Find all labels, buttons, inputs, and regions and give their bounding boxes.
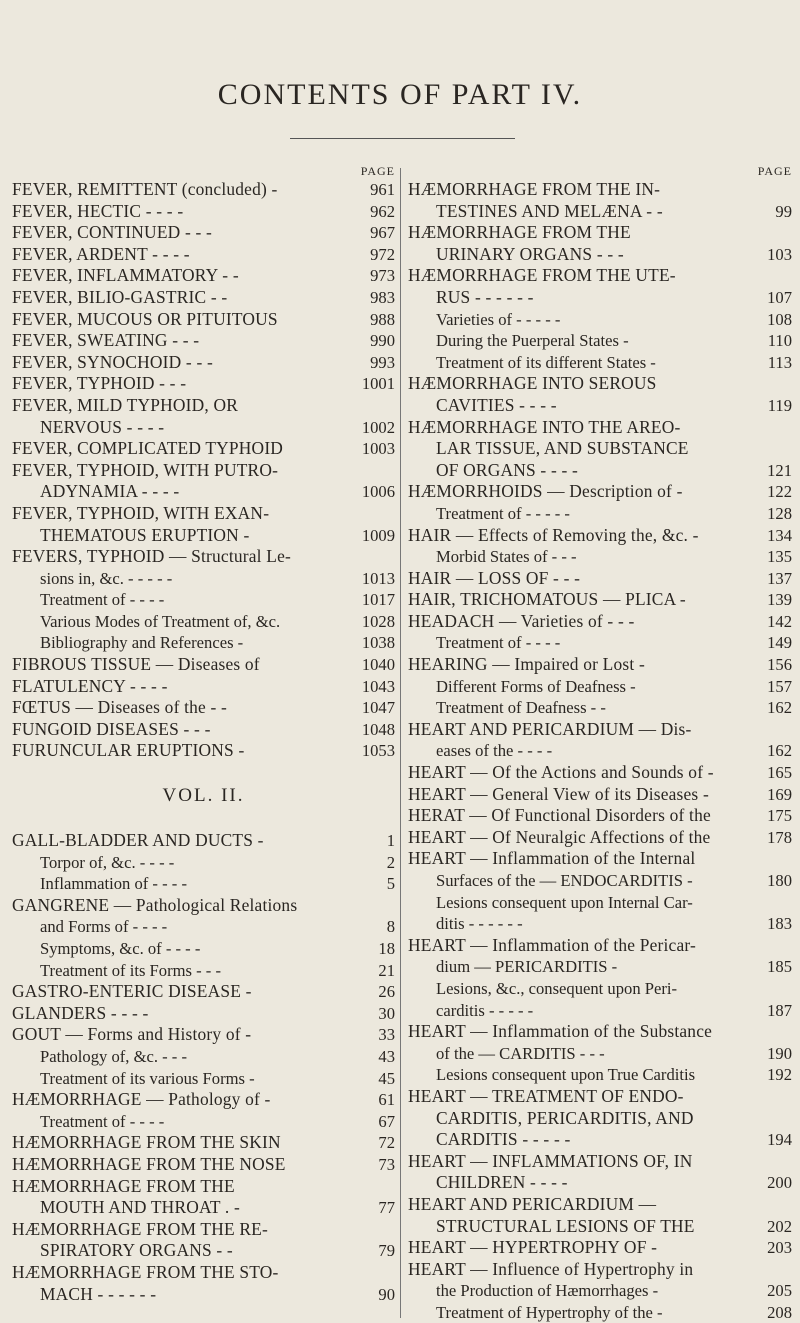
toc-entry — [12, 1068, 395, 1090]
toc-entry — [408, 222, 792, 244]
toc-entry-page: 134 — [767, 525, 792, 545]
toc-entry — [408, 870, 792, 892]
toc-entry — [12, 417, 395, 439]
toc-entry-page: 983 — [370, 287, 395, 307]
right-entry-list — [408, 179, 792, 1323]
toc-entry — [12, 373, 395, 395]
toc-entry — [12, 546, 395, 568]
toc-entry-title: HEART — Influence of Hypertrophy in — [408, 1258, 694, 1279]
toc-entry-title: Treatment of - - - - — [40, 590, 165, 610]
toc-entry-page: 1047 — [361, 698, 395, 718]
toc-entry — [12, 916, 395, 938]
page-column-header: PAGE — [757, 164, 792, 178]
toc-entry-title: of the — CARDITIS - - - — [436, 1043, 605, 1063]
toc-entry-title: eases of the - - - - — [436, 741, 553, 761]
toc-entry-page: 5 — [386, 874, 395, 894]
toc-entry — [408, 1172, 792, 1194]
toc-entry-title: FURUNCULAR ERUPTIONS - — [12, 740, 245, 761]
toc-entry-title: FEVER, COMPLICATED TYPHOID — [12, 438, 284, 459]
toc-entry — [408, 978, 792, 1000]
toc-entry-title: FEVER, TYPHOID, WITH PUTRO- — [12, 459, 279, 480]
toc-entry — [12, 895, 395, 917]
toc-entry-page: 178 — [767, 827, 792, 847]
toc-entry-title: MOUTH AND THROAT . - — [40, 1197, 240, 1218]
toc-entry — [408, 956, 792, 978]
toc-entry — [408, 1086, 792, 1108]
toc-entry — [12, 1003, 395, 1025]
toc-entry — [12, 1284, 395, 1306]
toc-entry — [408, 309, 792, 331]
toc-entry-page: 962 — [370, 201, 395, 221]
toc-entry-page: 1028 — [361, 611, 395, 631]
toc-entry-title: HÆMORRHAGE FROM THE — [408, 222, 631, 243]
volume-heading: VOL. II. — [162, 785, 245, 807]
toc-entry-title: Morbid States of - - - — [436, 547, 577, 567]
toc-entry-page: 973 — [370, 266, 395, 286]
toc-entry-title: Various Modes of Treatment of, &c. — [40, 611, 281, 631]
toc-entry-page: 1040 — [361, 655, 395, 675]
toc-entry — [408, 589, 792, 611]
toc-entry-title: FŒTUS — Diseases of the - - — [12, 697, 228, 718]
toc-entry-page: 79 — [378, 1241, 395, 1261]
toc-entry-page: 33 — [378, 1025, 395, 1045]
toc-entry-page: 1048 — [361, 719, 395, 739]
toc-entry — [408, 654, 792, 676]
toc-entry-page: 1043 — [361, 676, 395, 696]
toc-entry — [408, 1064, 792, 1086]
toc-entry — [408, 438, 792, 460]
toc-entry-page: 203 — [767, 1238, 792, 1258]
toc-entry — [408, 1108, 792, 1130]
toc-entry — [12, 1089, 395, 1111]
toc-entry — [408, 265, 792, 287]
toc-entry-page: 21 — [378, 960, 395, 980]
toc-entry — [408, 913, 792, 935]
toc-entry — [408, 481, 792, 503]
toc-entry — [12, 873, 395, 895]
toc-entry-title: HÆMORRHAGE FROM THE RE- — [12, 1218, 268, 1239]
toc-entry-page: 185 — [767, 957, 792, 977]
toc-entry-page: 200 — [767, 1173, 792, 1193]
toc-entry-title: HÆMORRHAGE FROM THE SKIN — [12, 1132, 281, 1153]
toc-entry — [408, 417, 792, 439]
toc-entry — [408, 179, 792, 201]
toc-entry — [408, 1259, 792, 1281]
toc-entry-page: 165 — [767, 763, 792, 783]
toc-entry — [12, 222, 395, 244]
toc-entry-title: FEVER, SYNOCHOID - - - — [12, 351, 214, 372]
toc-entry — [12, 830, 395, 852]
right-column — [408, 163, 792, 1323]
toc-entry-title: Treatment of its Forms - - - — [40, 960, 221, 980]
toc-entry-page: 192 — [767, 1065, 792, 1085]
toc-entry-page: 205 — [767, 1281, 792, 1301]
page-column-header: PAGE — [360, 164, 395, 178]
toc-entry-page: 61 — [378, 1090, 395, 1110]
toc-entry — [12, 632, 395, 654]
toc-entry-title: HÆMORRHAGE FROM THE — [12, 1175, 235, 1196]
toc-entry-page: 8 — [386, 917, 395, 937]
toc-entry — [12, 938, 395, 960]
toc-entry-title: HÆMORRHAGE FROM THE IN- — [408, 179, 661, 199]
toc-entry-title: Different Forms of Deafness - — [436, 676, 636, 696]
toc-entry — [408, 1280, 792, 1302]
toc-entry-page: 1 — [386, 831, 395, 851]
toc-entry — [408, 352, 792, 374]
toc-entry-page: 2 — [386, 852, 395, 872]
toc-entry — [408, 762, 792, 784]
toc-entry — [408, 805, 792, 827]
toc-entry-page: 30 — [378, 1003, 395, 1023]
toc-entry-page: 103 — [767, 244, 792, 264]
toc-entry — [12, 1197, 395, 1219]
toc-entry-page: 156 — [767, 655, 792, 675]
toc-entry-page: 990 — [370, 331, 395, 351]
toc-entry-title: FEVER, BILIO-GASTRIC - - — [12, 286, 228, 307]
toc-entry-page: 67 — [378, 1111, 395, 1131]
toc-entry-page: 45 — [378, 1068, 395, 1088]
toc-entry-page: 122 — [767, 482, 792, 502]
toc-entry-title: and Forms of - - - - — [40, 917, 168, 937]
toc-entry-title: HEART — TREATMENT OF ENDO- — [408, 1085, 684, 1106]
toc-entry — [408, 676, 792, 698]
toc-entry — [408, 287, 792, 309]
toc-entry-page: 135 — [767, 547, 792, 567]
toc-entry — [408, 740, 792, 762]
toc-entry — [12, 589, 395, 611]
toc-entry — [12, 1111, 395, 1133]
toc-entry-page: 202 — [767, 1216, 792, 1236]
toc-entry-page: 1053 — [361, 741, 395, 761]
toc-entry-page: 988 — [370, 309, 395, 329]
toc-entry-title: GLANDERS - - - - — [12, 1002, 149, 1023]
toc-entry-title: carditis - - - - - — [436, 1000, 534, 1020]
toc-entry-page: 119 — [767, 395, 792, 415]
toc-entry-title: Inflammation of - - - - — [40, 874, 187, 894]
toc-entry-title: GOUT — Forms and History of - — [12, 1024, 252, 1045]
toc-entry — [12, 1176, 395, 1198]
toc-entry-title: CARDITIS, PERICARDITIS, AND — [436, 1107, 694, 1128]
toc-entry-title: HÆMORRHAGE FROM THE UTE- — [408, 265, 676, 286]
toc-entry — [12, 719, 395, 741]
toc-entry-page: 107 — [767, 287, 792, 307]
toc-entry-title: CHILDREN - - - - — [436, 1172, 568, 1193]
toc-entry — [408, 784, 792, 806]
toc-entry — [12, 1240, 395, 1262]
toc-entry-title: FEVER, MUCOUS OR PITUITOUS — [12, 308, 278, 329]
toc-entry-page: 142 — [767, 611, 792, 631]
toc-entry — [12, 611, 395, 633]
toc-entry — [408, 1129, 792, 1151]
toc-entry-title: During the Puerperal States - — [436, 331, 629, 351]
toc-entry-title: HEART — Of Neuralgic Affections of the — [408, 826, 711, 847]
toc-entry — [12, 981, 395, 1003]
toc-entry-title: Lesions consequent upon Internal Car- — [436, 892, 693, 912]
toc-entry-title: Bibliography and References - — [40, 633, 244, 653]
column-divider — [400, 168, 401, 1318]
toc-entry-title: HEART AND PERICARDIUM — Dis- — [408, 718, 692, 739]
toc-entry — [12, 395, 395, 417]
toc-entry-title: OF ORGANS - - - - — [436, 459, 579, 480]
toc-entry-title: Pathology of, &c. - - - — [40, 1046, 188, 1066]
toc-entry-title: Surfaces of the — ENDOCARDITIS - — [436, 871, 693, 890]
toc-entry-title: HAIR, TRICHOMATOUS — PLICA - — [408, 589, 686, 610]
toc-entry-title: FEVER, SWEATING - - - — [12, 330, 200, 351]
left-entry-list-vol2 — [12, 830, 395, 1305]
toc-entry-page: 961 — [370, 180, 395, 199]
toc-entry-page: 18 — [378, 939, 395, 958]
left-column — [12, 163, 395, 1305]
toc-entry — [12, 460, 395, 482]
toc-entry — [408, 568, 792, 590]
toc-entry — [12, 1132, 395, 1154]
toc-entry-title: RUS - - - - - - — [436, 286, 534, 307]
toc-entry-page: 26 — [378, 982, 395, 1002]
toc-entry — [12, 1219, 395, 1241]
toc-entry — [408, 525, 792, 547]
toc-entry-page: 113 — [767, 352, 792, 372]
toc-entry-page: 1002 — [361, 417, 395, 437]
toc-entry-page: 967 — [370, 223, 395, 243]
toc-entry-title: Varieties of - - - - - — [436, 309, 561, 329]
toc-entry-page: 1001 — [361, 374, 395, 394]
toc-entry — [408, 460, 792, 482]
toc-entry-title: Treatment of its various Forms - — [40, 1068, 255, 1088]
toc-entry-title: FEVER, CONTINUED - - - — [12, 222, 213, 243]
toc-entry-title: HEARING — Impaired or Lost - — [408, 654, 645, 675]
toc-entry-title: HEART AND PERICARDIUM — — [408, 1193, 657, 1214]
toc-entry-page: 208 — [767, 1302, 792, 1322]
toc-entry-title: the Production of Hæmorrhages - — [436, 1281, 659, 1301]
toc-entry-title: FEVER, MILD TYPHOID, OR — [12, 394, 239, 415]
toc-entry-title: ADYNAMIA - - - - — [40, 481, 180, 502]
toc-entry-title: FEVER, TYPHOID, WITH EXAN- — [12, 502, 270, 523]
toc-entry — [408, 1043, 792, 1065]
toc-entry-title: HEART — Inflammation of the Pericar- — [408, 934, 697, 955]
toc-entry — [408, 697, 792, 719]
toc-entry-page: 90 — [378, 1284, 395, 1304]
toc-entry-title: FEVER, REMITTENT (concluded) - — [12, 179, 278, 199]
toc-entry-title: Treatment of Deafness - - — [436, 698, 606, 718]
toc-entry — [408, 1000, 792, 1022]
toc-entry-title: HÆMORRHAGE FROM THE STO- — [12, 1261, 279, 1282]
toc-entry-title: ditis - - - - - - — [436, 914, 523, 934]
toc-entry — [408, 1216, 792, 1238]
toc-entry — [408, 373, 792, 395]
toc-entry-title: HEART — General View of its Diseases - — [408, 783, 709, 804]
toc-entry — [408, 395, 792, 417]
toc-entry-title: Symptoms, &c. of - - - - — [40, 939, 201, 958]
toc-entry-title: STRUCTURAL LESIONS OF THE — [436, 1215, 695, 1236]
toc-entry-page: 73 — [378, 1154, 395, 1174]
toc-entry — [408, 201, 792, 223]
toc-entry-title: HAIR — Effects of Removing the, &c. - — [408, 524, 699, 545]
toc-entry-title: Lesions, &c., consequent upon Peri- — [436, 978, 678, 998]
toc-entry-title: FIBROUS TISSUE — Diseases of — [12, 654, 260, 675]
toc-entry-page: 972 — [370, 244, 395, 264]
toc-entry-page: 77 — [378, 1198, 395, 1218]
toc-entry-title: HÆMORRHOIDS — Description of - — [408, 481, 683, 502]
toc-entry — [408, 892, 792, 914]
page-title: CONTENTS OF PART IV. — [217, 78, 583, 111]
toc-entry-page: 43 — [378, 1046, 395, 1066]
toc-entry-page: 169 — [767, 784, 792, 804]
toc-entry — [12, 1024, 395, 1046]
toc-entry — [408, 244, 792, 266]
toc-entry — [408, 719, 792, 741]
toc-entry — [12, 1262, 395, 1284]
title-rule — [290, 138, 515, 139]
toc-entry-title: LAR TISSUE, AND SUBSTANCE — [436, 438, 689, 459]
toc-entry — [12, 287, 395, 309]
toc-entry-title: GALL-BLADDER AND DUCTS - — [12, 830, 264, 851]
toc-entry-page: 187 — [767, 1000, 792, 1020]
toc-entry — [12, 309, 395, 331]
toc-entry — [12, 244, 395, 266]
toc-entry — [408, 1302, 792, 1323]
toc-entry-title: URINARY ORGANS - - - — [436, 243, 624, 264]
toc-entry-title: CAVITIES - - - - — [436, 394, 557, 415]
toc-entry-title: SPIRATORY ORGANS - - — [40, 1240, 233, 1261]
toc-entry-page: 128 — [767, 503, 792, 523]
toc-entry — [408, 1237, 792, 1259]
toc-entry-title: Treatment of - - - - — [436, 633, 561, 653]
toc-entry — [12, 1046, 395, 1068]
toc-entry-title: CARDITIS - - - - - — [436, 1129, 571, 1150]
toc-entry-title: HÆMORRHAGE INTO THE AREO- — [408, 416, 681, 437]
toc-entry — [12, 740, 395, 762]
toc-entry-page: 72 — [378, 1133, 395, 1153]
toc-entry-page: 108 — [767, 309, 792, 329]
toc-entry — [12, 525, 395, 547]
toc-entry-page: 1038 — [361, 633, 395, 653]
toc-entry-page: 194 — [767, 1130, 792, 1150]
toc-entry-title: MACH - - - - - - — [40, 1283, 157, 1304]
toc-entry-title: HEART — INFLAMMATIONS OF, IN — [408, 1150, 693, 1171]
toc-entry-page: 121 — [767, 460, 792, 480]
toc-entry — [408, 1151, 792, 1173]
toc-entry-page: 110 — [767, 331, 792, 351]
toc-entry-title: HEART — Of the Actions and Sounds of - — [408, 762, 714, 783]
toc-entry-title: HEADACH — Varieties of - - - — [408, 610, 635, 631]
toc-entry — [12, 352, 395, 374]
toc-entry-page: 162 — [767, 741, 792, 761]
toc-entry-page: 137 — [767, 568, 792, 588]
toc-entry-page: 175 — [767, 806, 792, 826]
toc-entry — [408, 848, 792, 870]
toc-entry-title: HEART — Inflammation of the Internal — [408, 848, 696, 869]
toc-entry — [12, 1154, 395, 1176]
toc-entry — [12, 960, 395, 982]
toc-entry-page: 190 — [767, 1043, 792, 1063]
toc-entry-title: Treatment of - - - - - — [436, 503, 570, 523]
toc-entry-page: 1009 — [361, 525, 395, 545]
toc-entry-title: Treatment of Hypertrophy of the - — [436, 1302, 663, 1322]
toc-entry-title: FLATULENCY - - - - — [12, 675, 168, 696]
toc-entry — [408, 503, 792, 525]
toc-entry — [408, 632, 792, 654]
toc-entry-title: FEVER, INFLAMMATORY - - — [12, 265, 239, 286]
toc-entry-title: HAIR — LOSS OF - - - — [408, 567, 581, 588]
toc-entry-title: HÆMORRHAGE INTO SEROUS — [408, 373, 657, 394]
toc-entry-title: GANGRENE — Pathological Relations — [12, 894, 298, 915]
toc-entry-page: 139 — [767, 590, 792, 610]
toc-entry-title: FEVER, ARDENT - - - - — [12, 243, 190, 264]
toc-entry-title: FUNGOID DISEASES - - - — [12, 718, 211, 739]
toc-entry-page: 1003 — [361, 439, 395, 459]
toc-entry — [12, 438, 395, 460]
toc-entry — [12, 481, 395, 503]
toc-entry-title: TESTINES AND MELÆNA - - — [436, 200, 663, 221]
toc-entry-title: dium — PERICARDITIS - — [436, 957, 618, 977]
toc-entry-page: 993 — [370, 352, 395, 372]
toc-entry-title: Treatment of - - - - — [40, 1111, 165, 1131]
toc-entry-title: HÆMORRHAGE FROM THE NOSE — [12, 1153, 286, 1174]
toc-entry — [12, 852, 395, 874]
toc-entry-title: HEART — Inflammation of the Substance — [408, 1021, 713, 1042]
toc-entry — [408, 330, 792, 352]
toc-entry-page: 180 — [767, 871, 792, 890]
toc-entry — [12, 503, 395, 525]
toc-entry-page: 1013 — [361, 568, 395, 588]
toc-entry-page: 183 — [767, 914, 792, 934]
toc-entry-title: NERVOUS - - - - — [40, 416, 165, 437]
toc-entry-title: FEVER, TYPHOID - - - — [12, 373, 187, 394]
toc-entry-page: 1006 — [361, 482, 395, 502]
toc-entry — [408, 546, 792, 568]
toc-entry-page: 162 — [767, 698, 792, 718]
toc-entry — [12, 697, 395, 719]
toc-entry-title: HÆMORRHAGE — Pathology of - — [12, 1089, 271, 1110]
toc-entry-page: 149 — [767, 633, 792, 653]
toc-entry-page: 99 — [775, 201, 792, 221]
left-entry-list — [12, 179, 395, 762]
toc-entry-title: sions in, &c. - - - - - — [40, 568, 173, 588]
toc-entry — [12, 330, 395, 352]
toc-entry-page: 157 — [767, 676, 792, 696]
toc-entry — [408, 1021, 792, 1043]
toc-entry-title: HEART — HYPERTROPHY OF - — [408, 1237, 658, 1258]
toc-entry-title: FEVERS, TYPHOID — Structural Le- — [12, 546, 291, 567]
toc-entry — [408, 827, 792, 849]
toc-entry — [12, 265, 395, 287]
toc-entry — [12, 201, 395, 223]
toc-entry-title: Torpor of, &c. - - - - — [40, 852, 175, 872]
toc-entry — [408, 935, 792, 957]
toc-entry-title: FEVER, HECTIC - - - - — [12, 200, 184, 221]
toc-entry — [408, 1194, 792, 1216]
toc-entry — [408, 611, 792, 633]
toc-entry — [12, 676, 395, 698]
toc-entry — [12, 568, 395, 590]
toc-entry-title: HERAT — Of Functional Disorders of the — [408, 805, 711, 826]
toc-entry-title: Lesions consequent upon True Carditis — [436, 1065, 696, 1085]
toc-entry-title: Treatment of its different States - — [436, 352, 656, 372]
toc-entry — [12, 654, 395, 676]
toc-entry — [12, 179, 395, 201]
toc-entry-title: THEMATOUS ERUPTION - — [40, 524, 250, 545]
toc-entry-title: GASTRO-ENTERIC DISEASE - — [12, 981, 252, 1002]
toc-entry-page: 1017 — [361, 590, 395, 610]
